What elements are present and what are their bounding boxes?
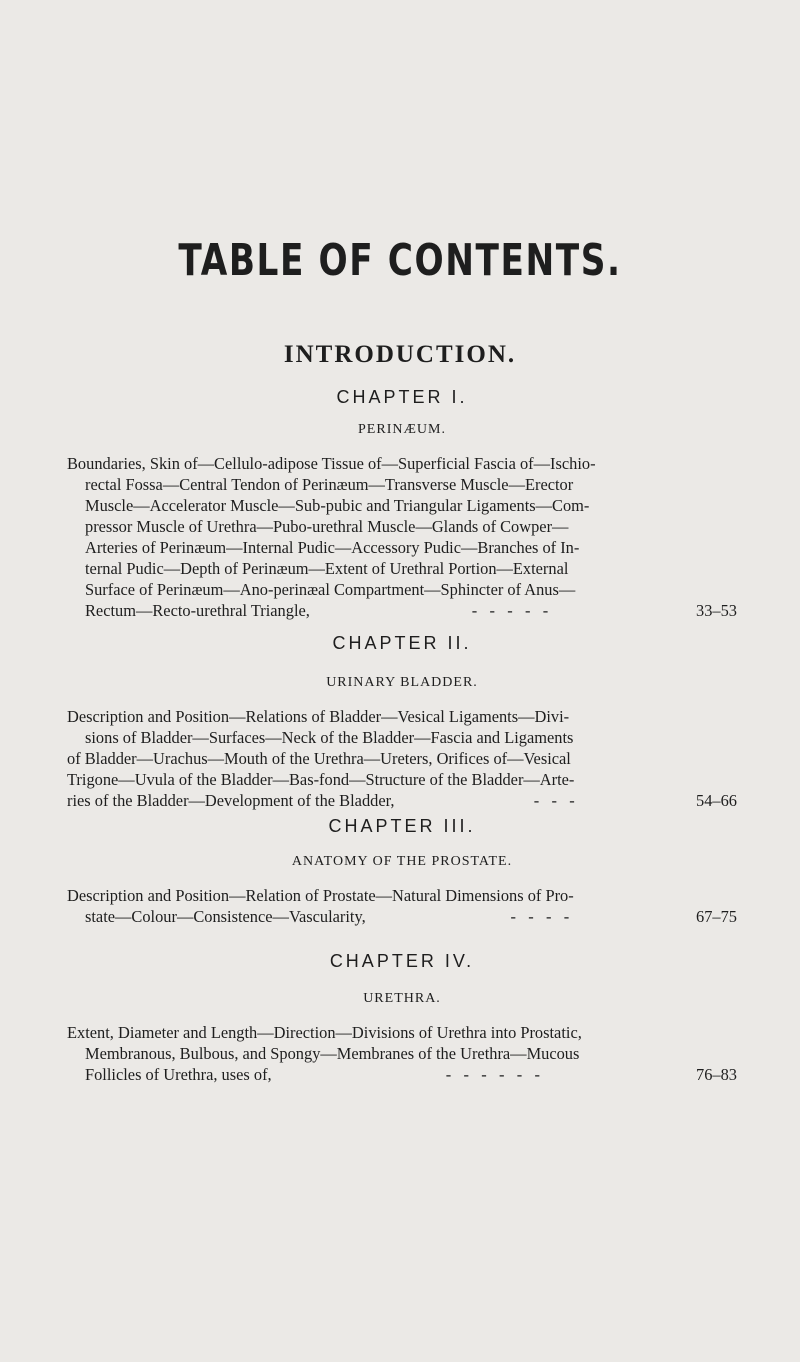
description-line: Muscle—Accelerator Muscle—Sub-pubic and Triangular Ligaments—Com- [85,496,590,515]
chapter-number: CHAPTER I. [336,387,468,407]
description-line: ries of the Bladder—Development of the Bladder, [67,791,395,810]
chapter-subject: ANATOMY OF THE PROSTATE. [291,854,513,869]
description-line: of Bladder—Urachus—Mouth of the Urethra—Ureters, Orifices of—Vesical [67,749,571,768]
page-range: 54–66 [696,791,737,810]
chapter-1 [67,386,737,621]
chapter-4 [67,950,737,1085]
description-line: Description and Position—Relation of Prostate—Natural Dimensions of Pro- [67,886,574,905]
dot-leader: - - - - - [471,601,549,620]
chapter-subject: URINARY BLADDER. [326,675,478,690]
description-line: Extent, Diameter and Length—Direction—Divisions of Urethra into Prostatic, [67,1023,582,1042]
dot-leader: - - - - - - [445,1065,540,1084]
chapter-description [67,453,737,621]
description-line: Trigone—Uvula of the Bladder—Bas-fond—Structure of the Bladder—Arte- [67,770,575,789]
description-line: Rectum—Recto-urethral Triangle, [85,601,310,620]
chapter-number: CHAPTER II. [332,633,472,653]
description-line: Membranous, Bulbous, and Spongy—Membranes of the Urethra—Mucous [85,1044,580,1063]
page-range: 33–53 [696,601,737,620]
chapter-description [67,885,737,927]
description-line: Follicles of Urethra, uses of, [85,1065,272,1084]
toc-entry-line [67,1064,737,1085]
description-line: Arteries of Perinæum—Internal Pudic—Accessory Pudic—Branches of In- [85,538,580,557]
chapter-number: CHAPTER IV. [329,951,475,971]
description-line: Surface of Perinæum—Ano-perinæal Compartment—Sphincter of Anus— [85,580,576,599]
chapter-2 [67,632,737,811]
page-title: TABLE OF CONTENTS. [178,235,622,286]
description-line: Description and Position—Relations of Bladder—Vesical Ligaments—Divi- [67,707,570,726]
chapter-number: CHAPTER III. [328,816,476,836]
page-range: 67–75 [696,907,737,926]
toc-entry-line [67,790,737,811]
dot-leader: - - - [533,791,575,810]
chapter-description [67,706,737,811]
toc-entry-line [67,600,737,621]
toc-entry-line [67,906,737,927]
description-line: Boundaries, Skin of—Cellulo-adipose Tissue of—Superficial Fascia of—Ischio- [67,454,596,473]
chapter-subject: PERINÆUM. [358,422,446,437]
chapter-subject: URETHRA. [363,991,441,1006]
description-line: pressor Muscle of Urethra—Pubo-urethral Muscle—Glands of Cowper— [85,517,569,536]
description-line: state—Colour—Consistence—Vascularity, [85,907,366,926]
description-line: rectal Fossa—Central Tendon of Perinæum—Transverse Muscle—Erector [85,475,574,494]
chapter-description [67,1022,737,1085]
description-line: ternal Pudic—Depth of Perinæum—Extent of Urethral Portion—External [85,559,569,578]
description-line: sions of Bladder—Surfaces—Neck of the Bladder—Fascia and Ligaments [85,728,574,747]
page-range: 76–83 [696,1065,737,1084]
dot-leader: - - - - [510,907,570,926]
chapter-3 [67,815,737,927]
section-heading: INTRODUCTION. [283,341,517,368]
